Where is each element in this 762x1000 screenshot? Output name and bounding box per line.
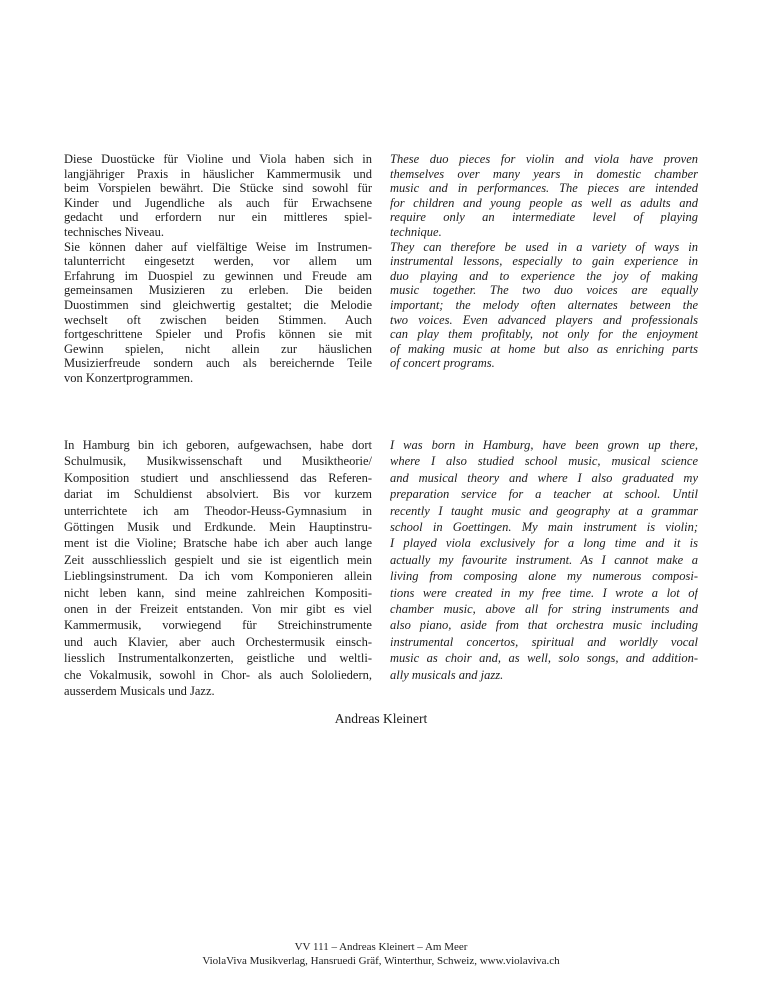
text-line: duo playing and to experience the joy of making bbox=[390, 268, 698, 283]
text-line: music as choir and, as well, solo songs, and addition- bbox=[390, 651, 698, 666]
paragraph bbox=[64, 437, 372, 700]
bio-section bbox=[64, 437, 698, 700]
footer-publisher-line: ViolaViva Musikverlag, Hansruedi Gräf, Winterthur, Schweiz, www.violaviva.ch bbox=[202, 954, 560, 967]
author-signature: Andreas Kleinert bbox=[334, 711, 428, 726]
text-line: chamber music, above all for string instruments and bbox=[390, 602, 698, 617]
text-line: ally musicals and jazz. bbox=[390, 667, 504, 682]
text-line: technique. bbox=[390, 224, 442, 239]
text-line: preparation service for a teacher at school. Until bbox=[390, 487, 698, 502]
text-line: Kammermusik, vorwiegend für Streichinstrumente bbox=[64, 618, 372, 633]
paragraph bbox=[390, 240, 698, 371]
paragraph bbox=[390, 437, 698, 683]
text-line: talunterricht eingesetzt werden, vor allem um bbox=[64, 254, 372, 269]
text-line: require only an intermediate level of playing bbox=[390, 210, 698, 225]
text-line: actually my favourite instrument. As I cannot make a bbox=[390, 552, 698, 567]
text-line: of making music at home but also as enriching parts bbox=[390, 341, 698, 356]
text-line: onen in der Freizeit entstanden. Von mir gibt es viel bbox=[64, 602, 372, 617]
text-line: Diese Duostücke für Violine und Viola haben sich in bbox=[64, 152, 372, 166]
text-line: ausserdem Musicals und Jazz. bbox=[64, 684, 215, 699]
text-line: tions were created in my free time. I wrote a lot of bbox=[390, 585, 698, 600]
intro-section bbox=[64, 152, 698, 386]
text-line: technisches Niveau. bbox=[64, 224, 164, 239]
text-line: music together. The two duo voices are equally bbox=[390, 283, 698, 298]
text-line: wechselt oft zwischen beiden Stimmen. Auch bbox=[64, 312, 372, 327]
text-line: also piano, aside from that orchestra music including bbox=[390, 618, 698, 633]
text-line: Zeit ausschliesslich gespielt und sie ist eigentlich mein bbox=[64, 552, 372, 567]
text-line: Kinder und Jugendliche als auch für Erwachsene bbox=[64, 195, 372, 210]
text-line: und auch Klavier, aber auch Orchestermusik einsch- bbox=[64, 634, 372, 649]
text-line: can play them profitably, not only for the enjoyment bbox=[390, 327, 698, 342]
text-line: Sie können daher auf vielfältige Weise im Instrumen- bbox=[64, 239, 372, 254]
text-line: beim Vorspielen bewährt. Die Stücke sind sowohl für bbox=[64, 181, 372, 196]
text-line: instrumental lessons, especially to gain experience in bbox=[390, 254, 698, 269]
text-line: themselves over many years in domestic chamber bbox=[390, 166, 698, 181]
text-line: Erfahrung im Duospiel zu gewinnen und Freude am bbox=[64, 268, 372, 283]
text-line: dariat im Schuldienst absolviert. Bis vor kurzem bbox=[64, 487, 372, 502]
paragraph bbox=[64, 240, 372, 386]
text-line: where I also studied school music, musical science bbox=[390, 454, 698, 469]
text-line: of concert programs. bbox=[390, 356, 495, 371]
text-line: two voices. Even advanced players and professionals bbox=[390, 312, 698, 327]
bio-english-column bbox=[390, 437, 698, 700]
text-line: Schulmusik, Musikwissenschaft und Musiktheorie/ bbox=[64, 454, 372, 469]
text-line: liesslich Instrumentalkonzerten, geistliche und weltli- bbox=[64, 651, 372, 666]
text-line: langjähriger Praxis in häuslicher Kammermusik und bbox=[64, 166, 372, 181]
text-line: von Konzertprogrammen. bbox=[64, 370, 194, 385]
bio-german-column bbox=[64, 437, 372, 700]
text-line: I was born in Hamburg, have been grown up there, bbox=[390, 438, 698, 452]
text-line: Gewinn spielen, nicht allein zur häuslichen bbox=[64, 341, 372, 356]
intro-english-column bbox=[390, 152, 698, 386]
text-line: In Hamburg bin ich geboren, aufgewachsen, habe dort bbox=[64, 438, 372, 452]
paragraph bbox=[64, 152, 372, 240]
text-line: recently I taught music and geography at a grammar bbox=[390, 503, 698, 518]
text-line: Göttingen Musik und Erdkunde. Mein Hauptinstru- bbox=[64, 520, 372, 535]
text-line: ment ist die Violine; Bratsche habe ich aber auch lange bbox=[64, 536, 372, 551]
text-line: and musical theory and where I also graduated my bbox=[390, 470, 698, 485]
text-line: Komposition studiert und anschliessend das Referen- bbox=[64, 470, 372, 485]
text-line: fortgeschrittene Spieler und Profis können sie mit bbox=[64, 327, 372, 342]
text-line: unterrichtete ich am Theodor-Heuss-Gymnasium in bbox=[64, 503, 372, 518]
footer-catalog-line: VV 111 – Andreas Kleinert – Am Meer bbox=[294, 941, 468, 953]
intro-german-column bbox=[64, 152, 372, 386]
text-line: gedacht und erfordern nur ein mittleres spiel- bbox=[64, 210, 372, 225]
text-line: nicht leben kann, sind meine zahlreichen Kompositi- bbox=[64, 585, 372, 600]
text-line: for children and young people as well as adults and bbox=[390, 195, 698, 210]
text-line: gemeinsamen Musizieren zu erleben. Die beiden bbox=[64, 283, 372, 298]
text-line: They can therefore be used in a variety of ways in bbox=[390, 239, 698, 254]
text-line: Musizierfreude sondern auch als bereichernde Teile bbox=[64, 356, 372, 371]
text-line: important; the melody often alternates between the bbox=[390, 297, 698, 312]
text-line: Lieblingsinstrument. Da ich vom Komponieren allein bbox=[64, 569, 372, 584]
text-line: I played viola exclusively for a long time and it is bbox=[390, 536, 698, 551]
text-line: music and in performances. The pieces are intended bbox=[390, 181, 698, 196]
text-line: instrumental concertos, spiritual and worldly vocal bbox=[390, 634, 698, 649]
text-line: living from composing alone my numerous composi- bbox=[390, 569, 698, 584]
text-line: Duostimmen sind gleichwertig gestaltet; die Melodie bbox=[64, 297, 372, 312]
text-line: che Vokalmusik, sowohl in Chor- als auch Sololiedern, bbox=[64, 667, 372, 682]
text-line: These duo pieces for violin and viola have proven bbox=[390, 152, 698, 166]
footer bbox=[0, 941, 762, 968]
paragraph bbox=[390, 152, 698, 240]
text-line: school in Goettingen. My main instrument is violin; bbox=[390, 520, 698, 535]
